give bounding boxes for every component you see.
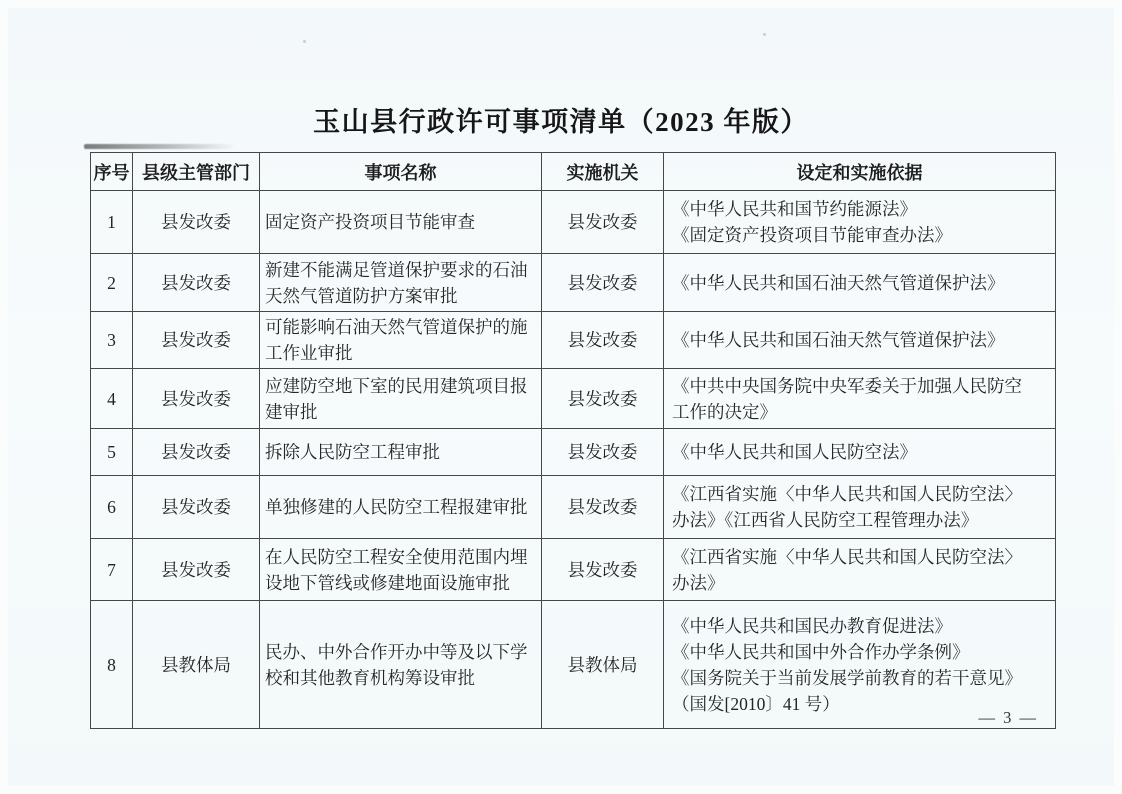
table-row	[91, 191, 1056, 254]
table-row	[91, 369, 1056, 429]
cell-basis	[664, 312, 1056, 369]
cell-item-name: 在人民防空工程安全使用范围内埋设地下管线或修建地面设施审批	[260, 539, 542, 601]
cell-agency: 县发改委	[542, 312, 664, 369]
table-row	[91, 254, 1056, 312]
cell-no: 6	[91, 476, 133, 539]
licensing-items-table	[90, 152, 1056, 729]
basis-law: 《中华人民共和国节约能源法》	[672, 199, 917, 219]
table-row	[91, 476, 1056, 539]
cell-basis	[664, 254, 1056, 312]
cell-agency: 县发改委	[542, 254, 664, 312]
cell-department: 县教体局	[133, 601, 260, 729]
cell-department: 县发改委	[133, 476, 260, 539]
cell-basis	[664, 191, 1056, 254]
cell-item-name: 可能影响石油天然气管道保护的施工作业审批	[260, 312, 542, 369]
cell-no: 5	[91, 429, 133, 476]
basis-law: 《中华人民共和国中外合作办学条例》	[672, 641, 970, 662]
header-department: 县级主管部门	[133, 153, 260, 191]
table-body	[91, 191, 1056, 729]
scan-artifact-smudge	[84, 144, 236, 149]
header-basis: 设定和实施依据	[664, 153, 1056, 191]
cell-agency: 县发改委	[542, 369, 664, 429]
cell-basis	[664, 476, 1056, 539]
header-row	[91, 153, 1056, 191]
cell-basis	[664, 369, 1056, 429]
cell-agency: 县发改委	[542, 429, 664, 476]
basis-law: 《中华人民共和国石油天然气管道保护法》	[672, 330, 1005, 350]
header-item-name: 事项名称	[260, 153, 542, 191]
page-number: — 3 —	[978, 708, 1038, 727]
basis-law: 《中华人民共和国人民防空法》	[672, 442, 917, 462]
cell-basis	[664, 539, 1056, 601]
cell-item-name: 固定资产投资项目节能审查	[260, 191, 542, 254]
cell-item-name: 民办、中外合作开办中等及以下学校和其他教育机构筹设审批	[260, 601, 542, 729]
cell-no: 1	[91, 191, 133, 254]
cell-no: 3	[91, 312, 133, 369]
cell-basis	[664, 429, 1056, 476]
scanned-page	[8, 8, 1114, 786]
table-header	[91, 153, 1056, 191]
cell-item-name: 新建不能满足管道保护要求的石油天然气管道防护方案审批	[260, 254, 542, 312]
cell-item-name: 应建防空地下室的民用建筑项目报建审批	[260, 369, 542, 429]
cell-department: 县发改委	[133, 254, 260, 312]
basis-law: 《国务院关于当前发展学前教育的若干意见》（国发[2010〕41 号）	[672, 667, 1022, 714]
cell-department: 县发改委	[133, 429, 260, 476]
table-row	[91, 539, 1056, 601]
header-no: 序号	[91, 153, 133, 191]
document-title: 玉山县行政许可事项清单（2023 年版）	[313, 107, 809, 137]
table-row	[91, 429, 1056, 476]
table-row	[91, 312, 1056, 369]
cell-no: 8	[91, 601, 133, 729]
cell-agency: 县教体局	[542, 601, 664, 729]
scan-artifact-speck	[763, 33, 766, 36]
basis-law: 《江西省实施〈中华人民共和国人民防空法〉办法》	[672, 484, 1022, 530]
table-row	[91, 601, 1056, 729]
scan-artifact-speck	[303, 40, 306, 43]
cell-no: 7	[91, 539, 133, 601]
cell-department: 县发改委	[133, 312, 260, 369]
basis-law: 《中华人民共和国民办教育促进法》	[672, 615, 952, 636]
cell-no: 4	[91, 369, 133, 429]
header-agency: 实施机关	[542, 153, 664, 191]
basis-law: 《江西省人民防空工程管理办法》	[724, 510, 979, 530]
basis-law: 《中共中央国务院中央军委关于加强人民防空工作的决定》	[672, 375, 1022, 422]
basis-law: 《固定资产投资项目节能审查办法》	[672, 225, 952, 245]
cell-department: 县发改委	[133, 539, 260, 601]
cell-department: 县发改委	[133, 191, 260, 254]
cell-item-name: 拆除人民防空工程审批	[260, 429, 542, 476]
cell-no: 2	[91, 254, 133, 312]
table-container	[90, 152, 1056, 729]
basis-law: 《江西省实施〈中华人民共和国人民防空法〉办法》	[672, 546, 1022, 593]
cell-agency: 县发改委	[542, 191, 664, 254]
cell-department: 县发改委	[133, 369, 260, 429]
basis-law: 《中华人民共和国石油天然气管道保护法》	[672, 272, 1005, 293]
cell-agency: 县发改委	[542, 476, 664, 539]
cell-item-name: 单独修建的人民防空工程报建审批	[260, 476, 542, 539]
cell-agency: 县发改委	[542, 539, 664, 601]
